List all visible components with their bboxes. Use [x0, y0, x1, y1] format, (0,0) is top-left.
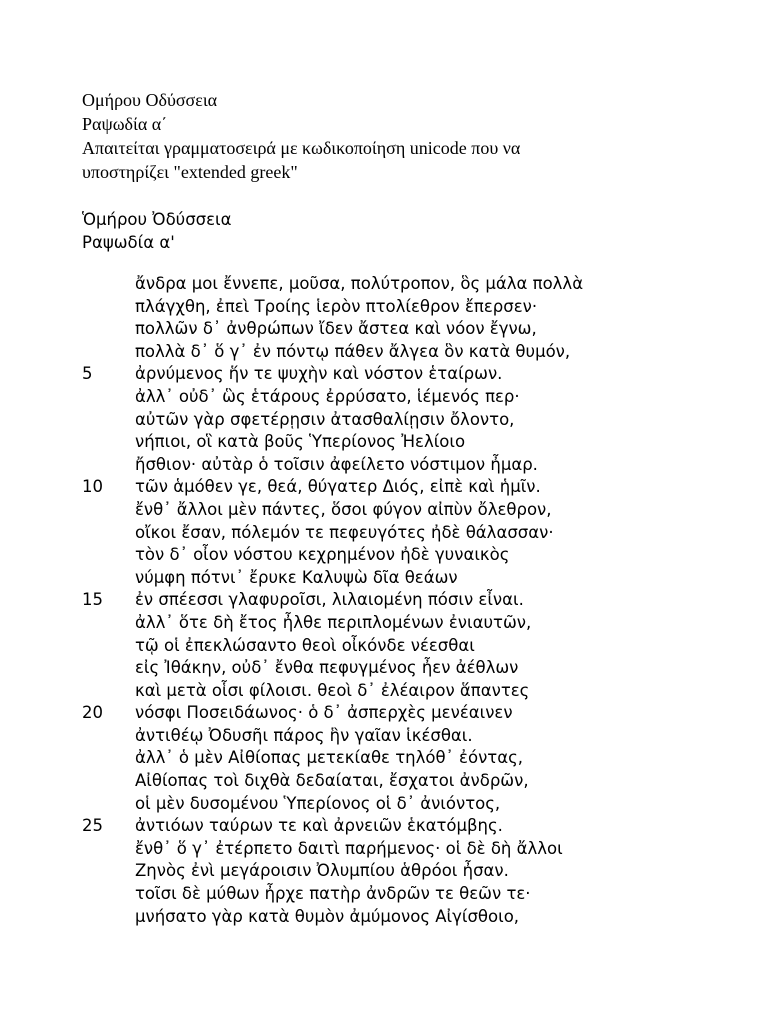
- intro-note-line-1: Απαιτείται γραμματοσειρά με κωδικοποίηση unicode που να: [82, 138, 521, 158]
- verse-line: [82, 860, 722, 883]
- verse-text: τὸν δ᾽ οἶον νόστου κεχρημένον ἠδὲ γυναικὸς: [135, 545, 510, 565]
- verse-line: [82, 363, 722, 386]
- verse-text: ἀντιθέῳ Ὀδυσῆι πάρος ἣν γαῖαν ἱκέσθαι.: [135, 725, 473, 745]
- verse-line: [82, 296, 722, 319]
- verse-text: ἔνθ᾽ ὅ γ᾽ ἐτέρπετο δαιτὶ παρήμενος· οἱ δὲ δὴ ἄλλοι: [135, 838, 563, 858]
- line-number: 20: [82, 703, 103, 723]
- verse-text: εἰς Ἰθάκην, οὐδ᾽ ἔνθα πεφυγμένος ἦεν ἀέθλων: [135, 658, 519, 678]
- verse-line: [82, 793, 722, 816]
- poem-text: [82, 273, 722, 928]
- verse-text: καὶ μετὰ οἷσι φίλοισι. θεοὶ δ᾽ ἐλέαιρον ἅπαντες: [135, 680, 530, 700]
- verse-line: [82, 544, 722, 567]
- verse-text: μνήσατο γὰρ κατὰ θυμὸν ἀμύμονος Αἰγίσθοιο,: [135, 906, 520, 926]
- verse-text: ἀντιόων ταύρων τε καὶ ἀρνειῶν ἑκατόμβης.: [135, 816, 503, 836]
- verse-text: οἴκοι ἔσαν, πόλεμόν τε πεφευγότες ἠδὲ θάλασσαν·: [135, 522, 554, 542]
- verse-line: [82, 702, 722, 725]
- verse-text: ἐν σπέεσσι γλαφυροῖσι, λιλαιομένη πόσιν εἶναι.: [135, 590, 524, 610]
- verse-line: [82, 657, 722, 680]
- line-number: 10: [82, 477, 103, 497]
- verse-text: ἀλλ᾽ οὐδ᾽ ὣς ἑτάρους ἐρρύσατο, ἱέμενός περ·: [135, 386, 520, 406]
- line-number: 15: [82, 590, 103, 610]
- verse-text: ἔνθ᾽ ἄλλοι μὲν πάντες, ὅσοι φύγον αἰπὺν ὄλεθρον,: [135, 499, 552, 519]
- intro-note-line-2: υποστηρίζει "extended greek": [82, 162, 298, 182]
- verse-line: [82, 680, 722, 703]
- verse-line: [82, 476, 722, 499]
- verse-line: [82, 318, 722, 341]
- verse-text: τοῖσι δὲ μύθων ἦρχε πατὴρ ἀνδρῶν τε θεῶν τε·: [135, 884, 531, 904]
- verse-line: [82, 883, 722, 906]
- line-number: 5: [82, 364, 93, 384]
- verse-line: [82, 838, 722, 861]
- verse-text: πολλὰ δ᾽ ὅ γ᾽ ἐν πόντῳ πάθεν ἄλγεα ὃν κατὰ θυμόν,: [135, 341, 571, 361]
- verse-line: [82, 770, 722, 793]
- polytonic-heading: [82, 209, 702, 254]
- verse-text: νόσφι Ποσειδάωνος· ὁ δ᾽ ἀσπερχὲς μενέαινεν: [135, 703, 513, 723]
- verse-line: [82, 589, 722, 612]
- verse-line: [82, 522, 722, 545]
- verse-line: [82, 635, 722, 658]
- verse-line: [82, 454, 722, 477]
- verse-text: πολλῶν δ᾽ ἀνθρώπων ἴδεν ἄστεα καὶ νόον ἔγνω,: [135, 319, 537, 339]
- intro-title: Ομήρου Οδύσσεια: [82, 90, 218, 110]
- verse-text: ἀλλ᾽ ὅτε δὴ ἔτος ἦλθε περιπλομένων ἐνιαυτῶν,: [135, 612, 532, 632]
- verse-line: [82, 815, 722, 838]
- verse-text: ἤσθιον· αὐτὰρ ὁ τοῖσιν ἀφείλετο νόστιμον ἦμαρ.: [135, 454, 538, 474]
- heading-book: Ραψωδία α': [82, 232, 175, 252]
- intro-block: [82, 88, 702, 184]
- verse-text: πλάγχθη, ἐπεὶ Τροίης ἱερὸν πτολίεθρον ἔπερσεν·: [135, 296, 538, 316]
- heading-title: Ὁμήρου Ὀδύσσεια: [82, 210, 232, 229]
- verse-line: [82, 725, 722, 748]
- verse-line: [82, 273, 722, 296]
- line-number: 25: [82, 816, 103, 836]
- verse-line: [82, 409, 722, 432]
- verse-text: νύμφη πότνι᾽ ἔρυκε Καλυψὼ δῖα θεάων: [135, 567, 458, 587]
- verse-text: ἀλλ᾽ ὁ μὲν Αἰθίοπας μετεκίαθε τηλόθ᾽ ἐόντας,: [135, 748, 524, 768]
- verse-text: τῷ οἱ ἐπεκλώσαντο θεοὶ οἶκόνδε νέεσθαι: [135, 635, 475, 655]
- verse-line: [82, 567, 722, 590]
- intro-book: Ραψωδία α΄: [82, 114, 168, 134]
- verse-line: [82, 499, 722, 522]
- verse-line: [82, 612, 722, 635]
- verse-line: [82, 747, 722, 770]
- verse-text: τῶν ἁμόθεν γε, θεά, θύγατερ Διός, εἰπὲ καὶ ἡμῖν.: [135, 477, 541, 497]
- verse-line: [82, 341, 722, 364]
- verse-line: [82, 906, 722, 929]
- verse-text: ἀρνύμενος ἥν τε ψυχὴν καὶ νόστον ἑταίρων.: [135, 364, 503, 384]
- verse-line: [82, 386, 722, 409]
- verse-text: Ζηνὸς ἐνὶ μεγάροισιν Ὀλυμπίου ἁθρόοι ἦσαν.: [135, 861, 509, 881]
- verse-text: νήπιοι, οἳ κατὰ βοῦς Ὑπερίονος Ἠελίοιο: [135, 432, 466, 452]
- verse-text: ἄνδρα μοι ἔννεπε, μοῦσα, πολύτροπον, ὃς μάλα πολλὰ: [135, 274, 584, 293]
- verse-line: [82, 431, 722, 454]
- verse-text: αὐτῶν γὰρ σφετέρῃσιν ἀτασθαλίῃσιν ὄλοντο,: [135, 409, 515, 429]
- verse-text: οἱ μὲν δυσομένου Ὑπερίονος οἱ δ᾽ ἀνιόντος,: [135, 793, 501, 813]
- verse-text: Αἰθίοπας τοὶ διχθὰ δεδαίαται, ἔσχατοι ἀνδρῶν,: [135, 771, 529, 791]
